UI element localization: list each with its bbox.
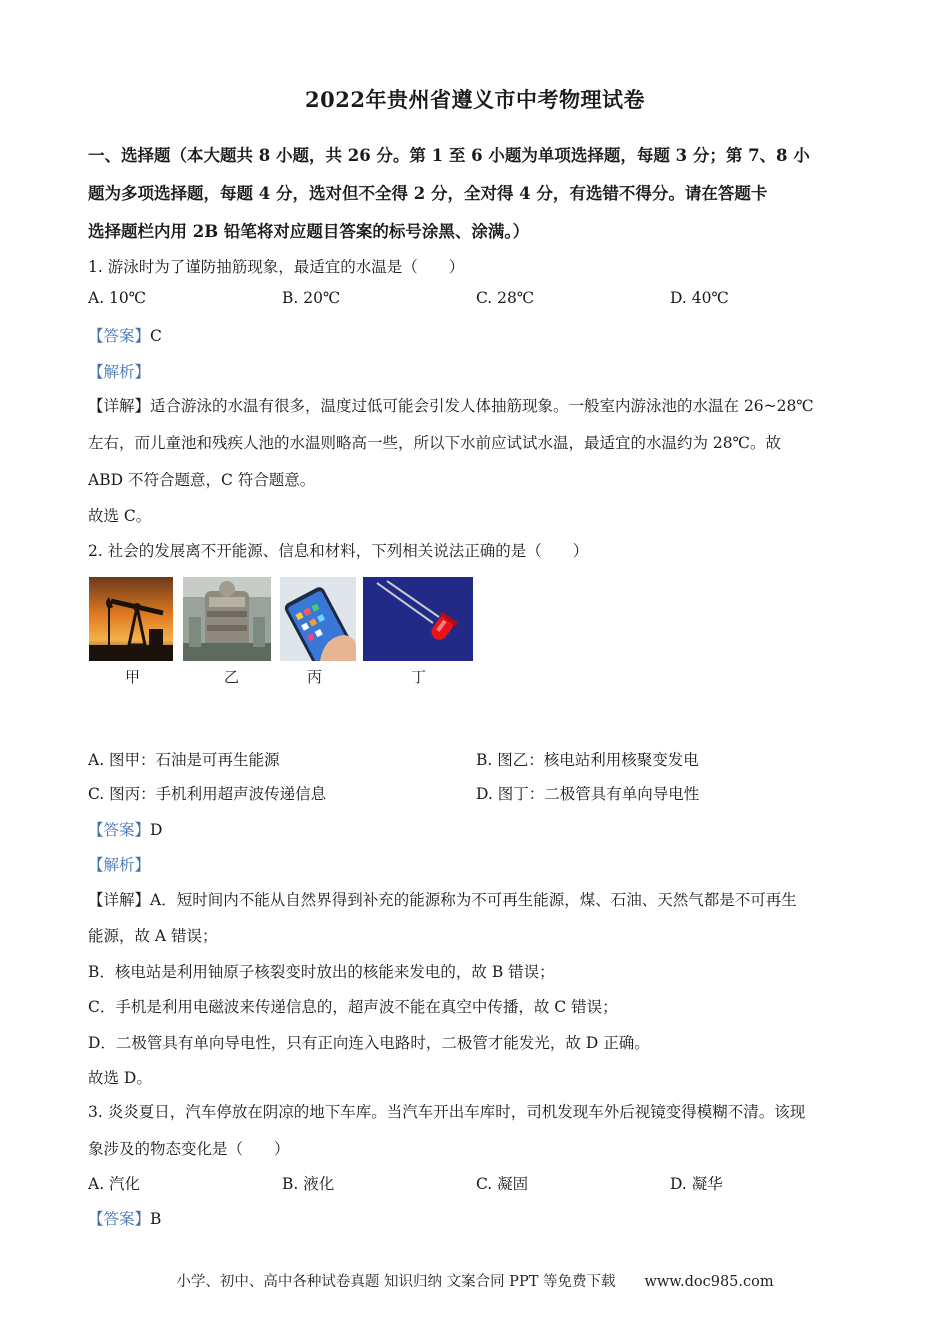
caption-bing: 丙: [307, 668, 323, 686]
q2-answer-value: D: [150, 821, 163, 839]
q2-conclusion: 故选 D。: [88, 1069, 152, 1087]
q1-answer: [88, 324, 162, 346]
q2-option-d: D. 图丁：二极管具有单向导电性: [476, 785, 700, 803]
q3-answer: [88, 1207, 161, 1229]
q3-stem-line-2: 象涉及的物态变化是（ ）: [88, 1140, 290, 1158]
smartphone-image: [280, 577, 356, 661]
caption-ding: 丁: [411, 668, 427, 686]
caption-yi: 乙: [224, 668, 240, 686]
q1-stem: 1. 游泳时为了谨防抽筋现象，最适宜的水温是（ ）: [88, 258, 465, 276]
detail-tag: 【详解】: [88, 397, 151, 415]
q1-option-d: D. 40℃: [670, 289, 729, 307]
page-title: 2022年贵州省遵义市中考物理试卷: [305, 87, 645, 112]
reactor-image: [183, 577, 271, 661]
q1-detail-text-1: 适合游泳的水温有很多，温度过低可能会引发人体抽筋现象。一般室内游泳池的水温在 26~28℃: [150, 397, 814, 415]
q3-option-b: B. 液化: [282, 1175, 335, 1193]
q2-answer: [88, 818, 162, 840]
q2-detail-a-text: A．短时间内不能从自然界得到补充的能源称为不可再生能源，煤、石油、天然气都是不可再生: [150, 891, 797, 909]
q3-answer-value: B: [150, 1210, 162, 1228]
q2-option-b: B. 图乙：核电站利用核聚变发电: [476, 751, 699, 769]
section-instructions-line-1: 一、选择题（本大题共 8 小题，共 26 分。第 1 至 6 小题为单项选择题，每题 3 分；第 7、8 小: [88, 146, 810, 165]
q2-detail-line-1: [88, 888, 797, 910]
caption-jia: 甲: [125, 668, 141, 686]
q2-detail-c: C．手机是利用电磁波来传递信息的，超声波不能在真空中传播，故 C 错误；: [88, 998, 618, 1016]
analysis-tag: 【解析】: [88, 856, 151, 874]
q2-option-a: A. 图甲：石油是可再生能源: [88, 751, 280, 769]
q1-option-c: C. 28℃: [476, 289, 535, 307]
q1-detail-line-1: [88, 394, 814, 416]
q1-detail-line-2: 左右，而儿童池和残疾人池的水温则略高一些，所以下水前应试试水温，最适宜的水温约为 28℃。故: [88, 434, 781, 452]
q3-option-a: A. 汽化: [88, 1175, 141, 1193]
answer-tag: 【答案】: [88, 821, 151, 839]
q1-answer-value: C: [150, 327, 162, 345]
q3-stem-line-1: 3. 炎炎夏日，汽车停放在阴凉的地下车库。当汽车开出车库时，司机发现车外后视镜变得模糊不清。该现: [88, 1103, 806, 1121]
analysis-tag: 【解析】: [88, 363, 151, 381]
section-instructions-line-2: 题为多项选择题，每题 4 分，选对但不全得 2 分，全对得 4 分，有选错不得分。请在答题卡: [88, 184, 768, 203]
answer-tag: 【答案】: [88, 1210, 151, 1228]
q2-detail-d: D．二极管具有单向导电性，只有正向连入电路时，二极管才能发光，故 D 正确。: [88, 1034, 650, 1052]
q3-option-d: D. 凝华: [670, 1175, 723, 1193]
q1-analysis: [88, 360, 150, 382]
q3-option-c: C. 凝固: [476, 1175, 529, 1193]
q2-analysis: [88, 853, 150, 875]
oil-pump-image: [89, 577, 173, 661]
answer-tag: 【答案】: [88, 327, 151, 345]
page-footer[interactable]: 小学、初中、高中各种试卷真题 知识归纳 文案合同 PPT 等免费下载 www.doc985.com: [176, 1274, 774, 1290]
q1-option-a: A. 10℃: [88, 289, 147, 307]
q1-detail-line-3: ABD 不符合题意，C 符合题意。: [88, 471, 316, 489]
detail-tag: 【详解】: [88, 891, 151, 909]
q1-conclusion: 故选 C。: [88, 507, 152, 525]
q2-detail-a-line-2: 能源，故 A 错误；: [88, 927, 218, 945]
led-diode-image: [363, 577, 473, 661]
q1-option-b: B. 20℃: [282, 289, 341, 307]
q2-stem: 2. 社会的发展离不开能源、信息和材料，下列相关说法正确的是（ ）: [88, 542, 589, 560]
q2-detail-b: B．核电站是利用铀原子核裂变时放出的核能来发电的，故 B 错误；: [88, 963, 555, 981]
q2-option-c: C. 图丙：手机利用超声波传递信息: [88, 785, 327, 803]
section-instructions-line-3: 选择题栏内用 2B 铅笔将对应题目答案的标号涂黑、涂满。）: [88, 222, 530, 241]
